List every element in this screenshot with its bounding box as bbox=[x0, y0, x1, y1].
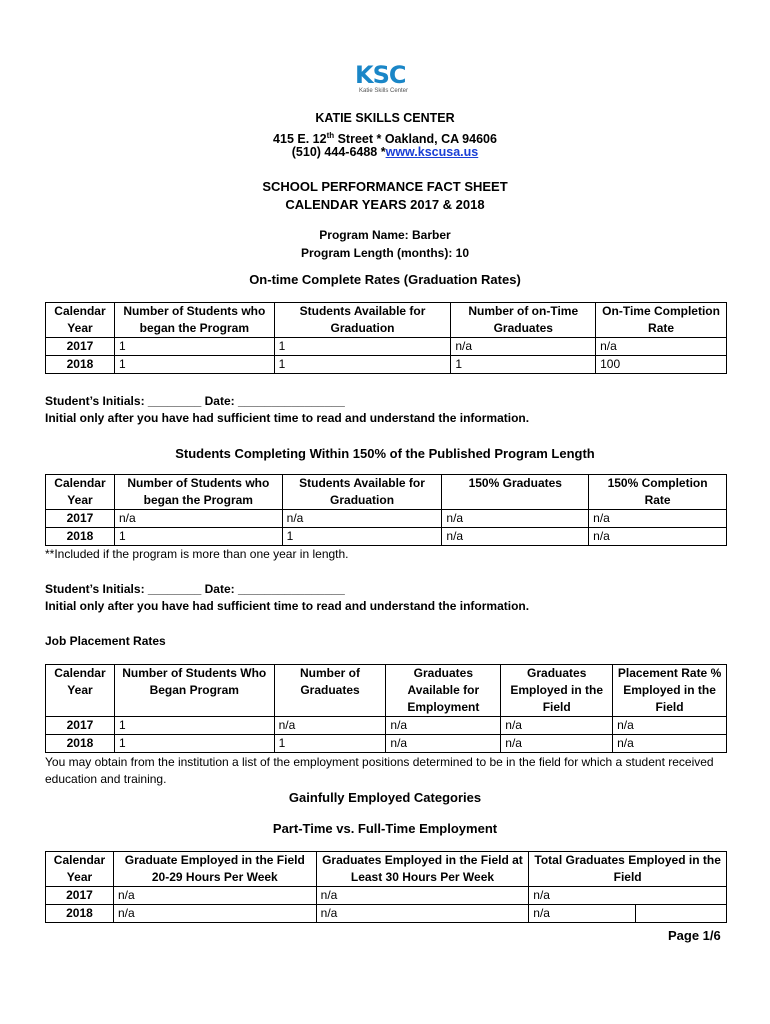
doc-title: SCHOOL PERFORMANCE FACT SHEET bbox=[262, 179, 508, 194]
col-header: Graduates Available for Employment bbox=[386, 665, 501, 717]
year-cell: 2017 bbox=[46, 887, 114, 905]
table-cell: n/a bbox=[113, 905, 316, 923]
table-cell: n/a bbox=[451, 338, 596, 356]
logo-subtitle: Katie Skills Center bbox=[359, 88, 409, 94]
section-title-gainful: Gainfully Employed Categories bbox=[288, 790, 482, 805]
col-header: 150% Graduates bbox=[442, 475, 589, 510]
table-cell: 1 bbox=[114, 528, 282, 546]
table-cell: 1 bbox=[274, 356, 451, 374]
section-title-150: Students Completing Within 150% of the Published Program Length bbox=[175, 446, 595, 461]
year-cell: 2018 bbox=[46, 905, 114, 923]
table-cell: 1 bbox=[282, 528, 442, 546]
table-cell: 1 bbox=[114, 356, 274, 374]
table-cell: 1 bbox=[274, 338, 451, 356]
table-cell: n/a bbox=[114, 510, 282, 528]
program-name: Program Name: Barber bbox=[319, 228, 451, 242]
address-post: Street * Oakland, CA 94606 bbox=[334, 132, 497, 147]
col-header: On-Time Completion Rate bbox=[596, 303, 727, 338]
table-row bbox=[46, 510, 727, 528]
col-header: Students Available for Graduation bbox=[282, 475, 442, 510]
table-cell: 1 bbox=[451, 356, 596, 374]
col-header: Total Graduates Employed in the Field bbox=[529, 852, 727, 887]
contact-line bbox=[0, 144, 770, 161]
year-cell: 2017 bbox=[46, 717, 115, 735]
program-length-note: **Included if the program is more than one year in length. bbox=[45, 547, 349, 561]
col-header: Calendar Year bbox=[46, 852, 114, 887]
employment-list-note: You may obtain from the institution a list of the employment positions determined to be in the field for which a student received education and training. bbox=[45, 755, 714, 786]
table-row bbox=[46, 338, 727, 356]
table-cell: n/a bbox=[613, 735, 727, 753]
address-sup: th bbox=[326, 131, 335, 140]
table-cell: n/a bbox=[274, 717, 386, 735]
table-cell: n/a bbox=[442, 528, 589, 546]
section-title-ontime: On-time Complete Rates (Graduation Rates) bbox=[249, 272, 521, 287]
table-row bbox=[46, 735, 727, 753]
table-row bbox=[46, 717, 727, 735]
table-cell: n/a bbox=[613, 717, 727, 735]
table-cell: n/a bbox=[529, 905, 636, 923]
table-cell: n/a bbox=[386, 717, 501, 735]
year-cell: 2018 bbox=[46, 356, 115, 374]
school-name: KATIE SKILLS CENTER bbox=[315, 111, 455, 125]
table-cell: n/a bbox=[589, 528, 727, 546]
col-header: Number of Students who began the Program bbox=[114, 303, 274, 338]
table-cell: 1 bbox=[114, 717, 274, 735]
website-link[interactable]: www.kscusa.us bbox=[385, 145, 479, 159]
table-cell: n/a bbox=[316, 905, 529, 923]
job-placement-table bbox=[45, 664, 727, 753]
table-cell: n/a bbox=[386, 735, 501, 753]
table-cell: n/a bbox=[316, 887, 529, 905]
completion-150-table bbox=[45, 474, 727, 546]
table-cell: n/a bbox=[282, 510, 442, 528]
col-header: Graduate Employed in the Field 20-29 Hours Per Week bbox=[113, 852, 316, 887]
section-title-placement: Job Placement Rates bbox=[45, 634, 166, 648]
table-cell: n/a bbox=[529, 887, 727, 905]
ontime-table bbox=[45, 302, 727, 374]
col-header: Number of Students who began the Program bbox=[114, 475, 282, 510]
col-header: Graduates Employed in the Field at Least 30 Hours Per Week bbox=[316, 852, 529, 887]
initials-instruction: Initial only after you have had sufficient time to read and understand the information. bbox=[45, 599, 530, 613]
table-cell: n/a bbox=[442, 510, 589, 528]
phone: (510) 444-6488 * bbox=[291, 145, 386, 159]
col-header: Placement Rate % Employed in the Field bbox=[613, 665, 727, 717]
table-header-row bbox=[46, 303, 727, 338]
table-cell: 1 bbox=[114, 735, 274, 753]
table-row bbox=[46, 905, 727, 923]
table-cell: 1 bbox=[114, 338, 274, 356]
address-pre: 415 E. 12 bbox=[273, 132, 327, 147]
year-cell: 2018 bbox=[46, 528, 115, 546]
logo-mark: KSC bbox=[355, 61, 406, 89]
table-header-row bbox=[46, 852, 727, 887]
empty-cell bbox=[636, 905, 727, 923]
col-header: 150% Completion Rate bbox=[589, 475, 727, 510]
ksc-logo bbox=[355, 62, 417, 96]
section-subtitle-parttime: Part-Time vs. Full-Time Employment bbox=[272, 821, 498, 836]
col-header: Calendar Year bbox=[46, 475, 115, 510]
table-header-row bbox=[46, 665, 727, 717]
table-cell: n/a bbox=[113, 887, 316, 905]
col-header: Calendar Year bbox=[46, 303, 115, 338]
program-length: Program Length (months): 10 bbox=[300, 246, 469, 260]
col-header: Number of Graduates bbox=[274, 665, 386, 717]
col-header: Calendar Year bbox=[46, 665, 115, 717]
doc-subtitle: CALENDAR YEARS 2017 & 2018 bbox=[285, 197, 485, 212]
table-cell: 100 bbox=[596, 356, 727, 374]
table-row bbox=[46, 887, 727, 905]
year-cell: 2017 bbox=[46, 338, 115, 356]
table-header-row bbox=[46, 475, 727, 510]
table-row bbox=[46, 356, 727, 374]
table-cell: n/a bbox=[596, 338, 727, 356]
initials-line: Student’s Initials: ________ Date: ________________ bbox=[45, 582, 345, 596]
gainful-employment-table bbox=[45, 851, 727, 923]
page-number: Page 1/6 bbox=[668, 928, 721, 943]
table-cell: 1 bbox=[274, 735, 386, 753]
table-cell: n/a bbox=[501, 717, 613, 735]
col-header: Number of Students Who Began Program bbox=[114, 665, 274, 717]
table-cell: n/a bbox=[501, 735, 613, 753]
year-cell: 2017 bbox=[46, 510, 115, 528]
col-header: Students Available for Graduation bbox=[274, 303, 451, 338]
year-cell: 2018 bbox=[46, 735, 115, 753]
initials-line: Student’s Initials: ________ Date: ________________ bbox=[45, 394, 345, 408]
initials-instruction: Initial only after you have had sufficient time to read and understand the information. bbox=[45, 411, 530, 425]
table-row bbox=[46, 528, 727, 546]
col-header: Graduates Employed in the Field bbox=[501, 665, 613, 717]
col-header: Number of on-Time Graduates bbox=[451, 303, 596, 338]
table-cell: n/a bbox=[589, 510, 727, 528]
